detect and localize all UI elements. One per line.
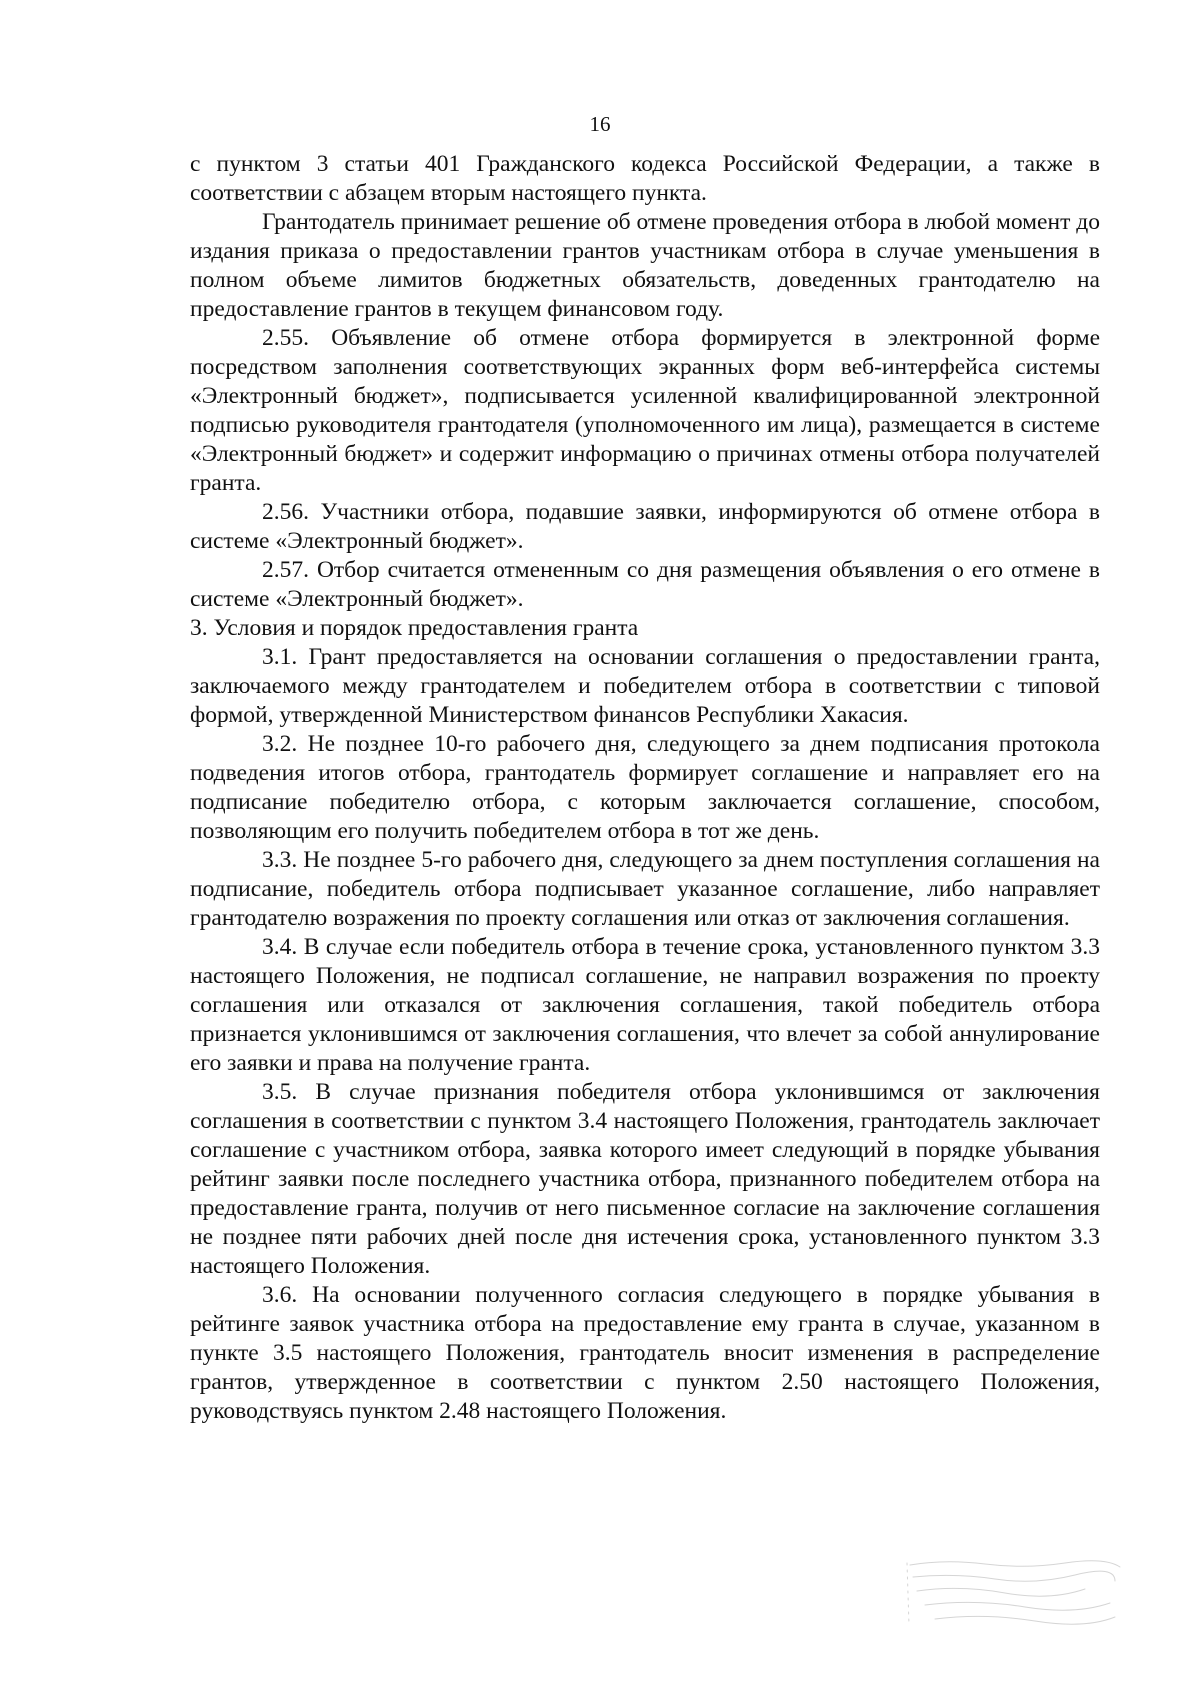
paragraph-continuation: с пунктом 3 статьи 401 Гражданского кодекса Российской Федерации, а также в соответствии с абзацем вторым настоящего пункта. (190, 151, 1100, 206)
paragraph-3-5: 3.5. В случае признания победителя отбора уклонившимся от заключения соглашения в соответствии с пунктом 3.4 настоящего Положения, грантодатель заключает соглашение с участником отбора, заявка которого имеет следующий в порядке убывания рейтинг заявки после последнего участника отбора, признанного победителем отбора на предоставление гранта, получив от него письменное согласие на заключение соглашения не позднее пяти рабочих дней после дня истечения срока, установленного пунктом 3.3 настоящего Положения. (190, 1079, 1100, 1279)
paragraph-3-2: 3.2. Не позднее 10-го рабочего дня, следующего за днем подписания протокола подведения итогов отбора, грантодатель формирует соглашение и направляет его на подписание победителю отбора, с которым заключается соглашение, способом, позволяющим его получить победителем отбора в тот же день. (190, 731, 1100, 844)
paragraph-2-56: 2.56. Участники отбора, подавшие заявки, информируются об отмене отбора в системе «Электронный бюджет». (190, 499, 1100, 554)
paragraph-2-57: 2.57. Отбор считается отмененным со дня размещения объявления о его отмене в системе «Электронный бюджет». (190, 557, 1100, 612)
paragraph-cancellation-decision: Грантодатель принимает решение об отмене проведения отбора в любой момент до издания приказа о предоставлении грантов участникам отбора в случае уменьшения в полном объеме лимитов бюджетных обязательств, доведенных грантодателю на предоставление грантов в текущем финансовом году. (190, 209, 1100, 322)
faint-stamp-mark (905, 1555, 1125, 1635)
page-number: 16 (589, 112, 611, 136)
paragraph-3-1: 3.1. Грант предоставляется на основании соглашения о предоставлении гранта, заключаемого между грантодателем и победителем отбора в соответствии с типовой формой, утвержденной Министерством финансов Республики Хакасия. (190, 644, 1100, 728)
paragraph-2-55: 2.55. Объявление об отмене отбора формируется в электронной форме посредством заполнения соответствующих экранных форм веб-интерфейса системы «Электронный бюджет», подписывается усиленной квалифицированной электронной подписью руководителя грантодателя (уполномоченного им лица), размещается в системе «Электронный бюджет» и содержит информацию о причинах отмены отбора получателей гранта. (190, 325, 1100, 496)
section-heading: 3. Условия и порядок предоставления гранта (190, 615, 639, 641)
paragraph-3-6: 3.6. На основании полученного согласия следующего в порядке убывания в рейтинге заявок участника отбора на предоставление ему гранта в случае, указанном в пункте 3.5 настоящего Положения, грантодатель вносит изменения в распределение грантов, утвержденное в соответствии с пунктом 2.50 настоящего Положения, руководствуясь пунктом 2.48 настоящего Положения. (190, 1282, 1100, 1424)
stamp-scribble-icon (905, 1555, 1125, 1635)
document-body (190, 150, 1100, 1426)
paragraph-3-3: 3.3. Не позднее 5-го рабочего дня, следующего за днем поступления соглашения на подписание, победитель отбора подписывает указанное соглашение, либо направляет грантодателю возражения по проекту соглашения или отказ от заключения соглашения. (190, 847, 1100, 931)
paragraph-3-4: 3.4. В случае если победитель отбора в течение срока, установленного пунктом 3.3 настоящего Положения, не подписал соглашение, не направил возражения по проекту соглашения или отказался от заключения соглашения, такой победитель отбора признается уклонившимся от заключения соглашения, что влечет за собой аннулирование его заявки и права на получение гранта. (190, 934, 1100, 1076)
